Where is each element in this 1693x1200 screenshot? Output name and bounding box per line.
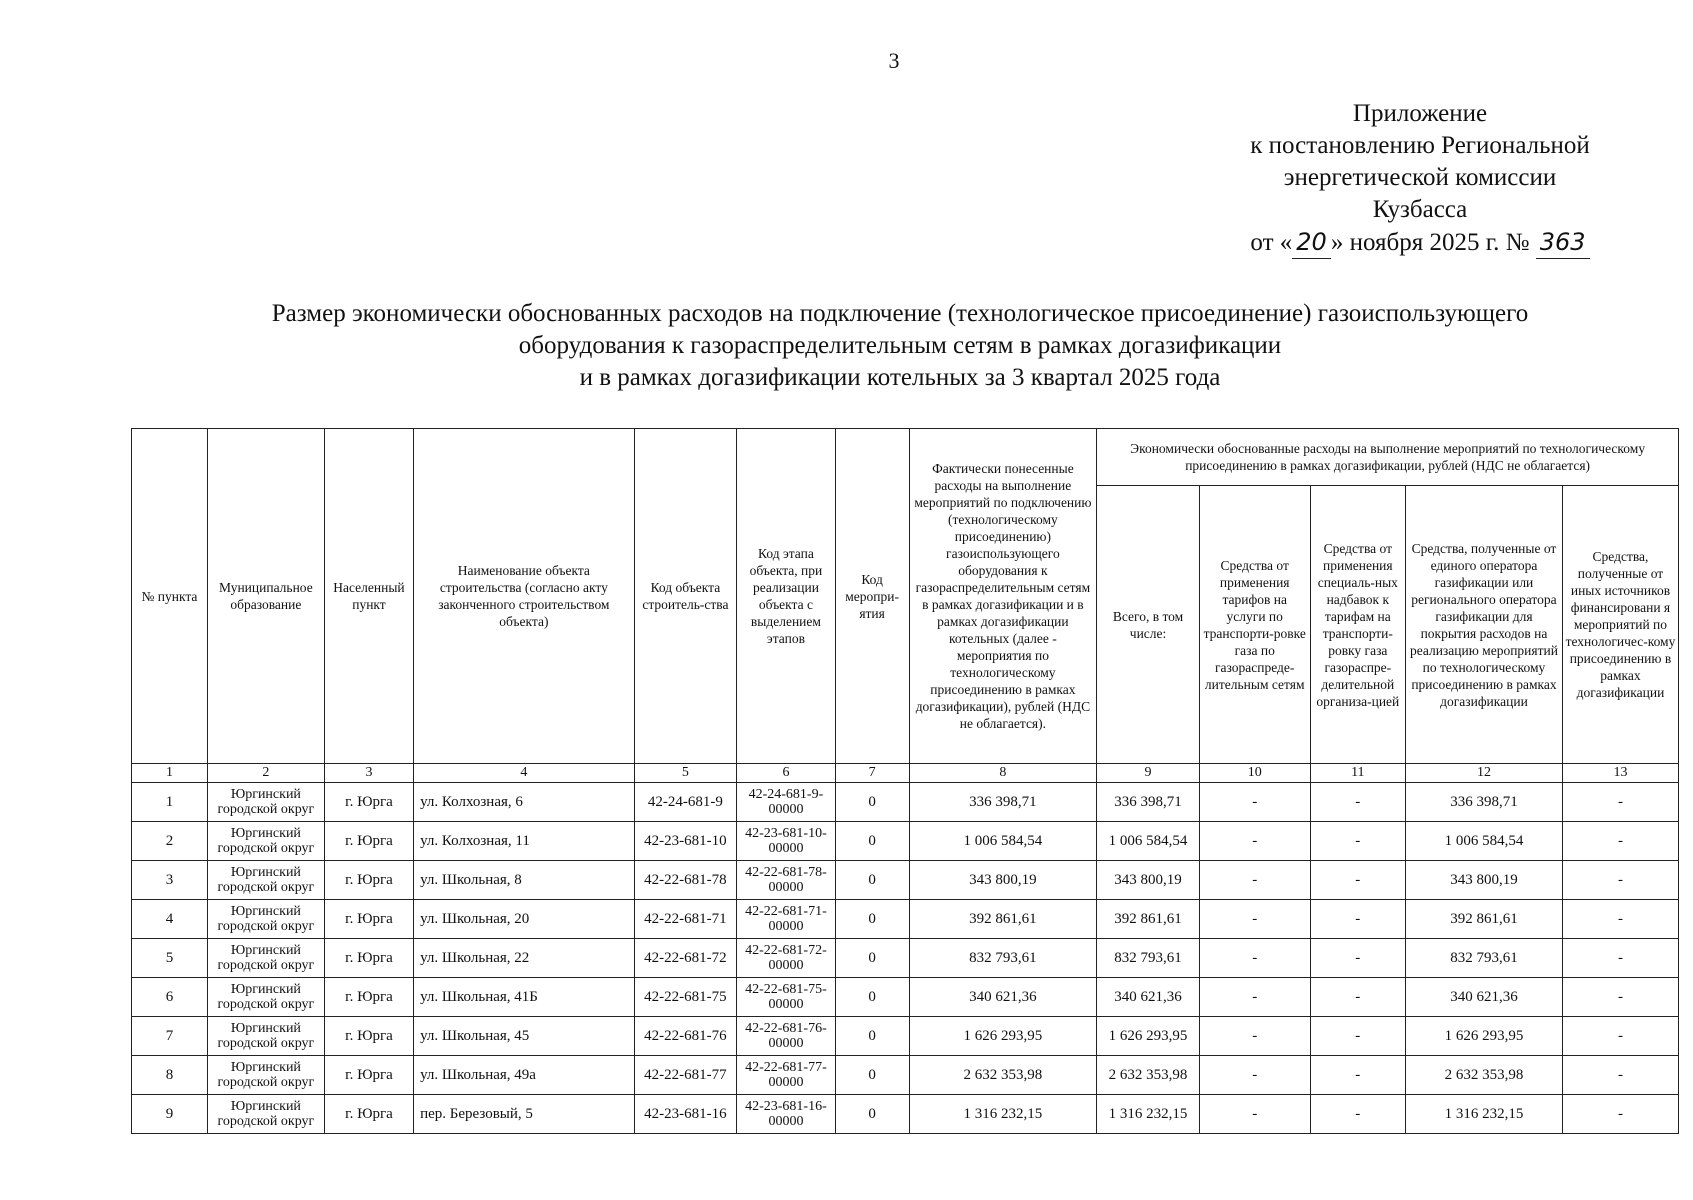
cell-settlement: г. Юрга bbox=[324, 1017, 413, 1056]
appendix-line: энергетической комиссии bbox=[1283, 164, 1557, 191]
cell-total: 832 793,61 bbox=[1097, 939, 1200, 978]
cell-total: 343 800,19 bbox=[1097, 861, 1200, 900]
table-row bbox=[132, 1095, 1679, 1134]
cell-measure-code: 0 bbox=[835, 1017, 909, 1056]
cell-tariff-funds: - bbox=[1199, 822, 1310, 861]
cell-operator-funds: 336 398,71 bbox=[1406, 783, 1563, 822]
cell-object-name: ул. Колхозная, 11 bbox=[414, 822, 635, 861]
cell-item-number: 7 bbox=[132, 1017, 208, 1056]
column-number: 10 bbox=[1199, 764, 1310, 783]
cell-total: 1 316 232,15 bbox=[1097, 1095, 1200, 1134]
cell-municipality: Юргинский городской округ bbox=[207, 1056, 324, 1095]
table-row bbox=[132, 900, 1679, 939]
cell-stage-code: 42-22-681-77-00000 bbox=[737, 1056, 835, 1095]
header-justified-expenses-group: Экономически обоснованные расходы на выполнение мероприятий по технологическому присоединению в рамках догазификации, рублей (НДС не облагается) bbox=[1097, 429, 1679, 486]
cell-settlement: г. Юрга bbox=[324, 861, 413, 900]
cell-object-name: ул. Школьная, 41Б bbox=[414, 978, 635, 1017]
table-row bbox=[132, 822, 1679, 861]
cell-actual-expenses: 1 006 584,54 bbox=[909, 822, 1097, 861]
cell-object-code: 42-22-681-71 bbox=[634, 900, 737, 939]
cell-surcharge-funds: - bbox=[1310, 783, 1405, 822]
cell-object-code: 42-23-681-16 bbox=[634, 1095, 737, 1134]
table-row bbox=[132, 978, 1679, 1017]
column-number: 3 bbox=[324, 764, 413, 783]
cell-actual-expenses: 343 800,19 bbox=[909, 861, 1097, 900]
header-total: Всего, в том числе: bbox=[1097, 486, 1200, 764]
page-number: 3 bbox=[888, 48, 900, 73]
cell-tariff-funds: - bbox=[1199, 783, 1310, 822]
header-municipality: Муниципальное образование bbox=[207, 429, 324, 764]
cell-object-name: ул. Школьная, 22 bbox=[414, 939, 635, 978]
cell-total: 1 626 293,95 bbox=[1097, 1017, 1200, 1056]
cell-other-funds: - bbox=[1562, 978, 1678, 1017]
header-settlement: Населенный пункт bbox=[324, 429, 413, 764]
cell-municipality: Юргинский городской округ bbox=[207, 1095, 324, 1134]
cell-tariff-funds: - bbox=[1199, 939, 1310, 978]
cell-actual-expenses: 1 626 293,95 bbox=[909, 1017, 1097, 1056]
cell-stage-code: 42-22-681-71-00000 bbox=[737, 900, 835, 939]
cell-measure-code: 0 bbox=[835, 939, 909, 978]
cell-actual-expenses: 336 398,71 bbox=[909, 783, 1097, 822]
cell-tariff-funds: - bbox=[1199, 900, 1310, 939]
cell-total: 392 861,61 bbox=[1097, 900, 1200, 939]
cell-other-funds: - bbox=[1562, 1017, 1678, 1056]
cell-settlement: г. Юрга bbox=[324, 939, 413, 978]
cell-object-name: ул. Школьная, 20 bbox=[414, 900, 635, 939]
cell-stage-code: 42-22-681-72-00000 bbox=[737, 939, 835, 978]
cell-other-funds: - bbox=[1562, 900, 1678, 939]
cell-measure-code: 0 bbox=[835, 900, 909, 939]
cell-other-funds: - bbox=[1562, 1056, 1678, 1095]
column-number: 4 bbox=[414, 764, 635, 783]
column-number: 12 bbox=[1406, 764, 1563, 783]
table-row bbox=[132, 939, 1679, 978]
cell-operator-funds: 1 316 232,15 bbox=[1406, 1095, 1563, 1134]
document-title bbox=[110, 298, 1690, 394]
cell-other-funds: - bbox=[1562, 783, 1678, 822]
appendix-line: к постановлению Региональной bbox=[1250, 132, 1590, 159]
column-number: 8 bbox=[909, 764, 1097, 783]
appendix-block bbox=[1180, 98, 1660, 259]
cell-measure-code: 0 bbox=[835, 978, 909, 1017]
cell-object-code: 42-22-681-78 bbox=[634, 861, 737, 900]
cell-stage-code: 42-22-681-78-00000 bbox=[737, 861, 835, 900]
column-number: 6 bbox=[737, 764, 835, 783]
cell-other-funds: - bbox=[1562, 861, 1678, 900]
cell-municipality: Юргинский городской округ bbox=[207, 1017, 324, 1056]
header-measure-code: Код меропри-ятия bbox=[835, 429, 909, 764]
cell-municipality: Юргинский городской округ bbox=[207, 978, 324, 1017]
title-line: Размер экономически обоснованных расходов на подключение (технологическое присоединение) газоиспользующего bbox=[271, 300, 1529, 327]
cell-stage-code: 42-23-681-16-00000 bbox=[737, 1095, 835, 1134]
cell-settlement: г. Юрга bbox=[324, 783, 413, 822]
cell-actual-expenses: 1 316 232,15 bbox=[909, 1095, 1097, 1134]
cell-settlement: г. Юрга bbox=[324, 1056, 413, 1095]
cell-surcharge-funds: - bbox=[1310, 900, 1405, 939]
cell-object-code: 42-22-681-72 bbox=[634, 939, 737, 978]
cell-total: 2 632 353,98 bbox=[1097, 1056, 1200, 1095]
cell-tariff-funds: - bbox=[1199, 1056, 1310, 1095]
cell-stage-code: 42-22-681-76-00000 bbox=[737, 1017, 835, 1056]
cell-measure-code: 0 bbox=[835, 1056, 909, 1095]
cell-item-number: 6 bbox=[132, 978, 208, 1017]
cell-other-funds: - bbox=[1562, 939, 1678, 978]
cell-stage-code: 42-24-681-9-00000 bbox=[737, 783, 835, 822]
cell-object-code: 42-23-681-10 bbox=[634, 822, 737, 861]
cell-object-name: ул. Школьная, 49а bbox=[414, 1056, 635, 1095]
cell-actual-expenses: 392 861,61 bbox=[909, 900, 1097, 939]
column-number: 1 bbox=[132, 764, 208, 783]
cell-item-number: 3 bbox=[132, 861, 208, 900]
cell-item-number: 1 bbox=[132, 783, 208, 822]
cell-measure-code: 0 bbox=[835, 861, 909, 900]
cell-operator-funds: 2 632 353,98 bbox=[1406, 1056, 1563, 1095]
appendix-line: Приложение bbox=[1352, 100, 1488, 127]
cell-measure-code: 0 bbox=[835, 1095, 909, 1134]
cell-object-name: ул. Школьная, 45 bbox=[414, 1017, 635, 1056]
cell-municipality: Юргинский городской округ bbox=[207, 783, 324, 822]
cell-total: 340 621,36 bbox=[1097, 978, 1200, 1017]
header-object-name: Наименование объекта строительства (согласно акту законченного строительством объекта) bbox=[414, 429, 635, 764]
cell-object-code: 42-22-681-76 bbox=[634, 1017, 737, 1056]
date-middle: » ноября 2025 г. № bbox=[1330, 229, 1530, 256]
cell-tariff-funds: - bbox=[1199, 1095, 1310, 1134]
cell-actual-expenses: 832 793,61 bbox=[909, 939, 1097, 978]
appendix-line: Кузбасса bbox=[1372, 196, 1468, 223]
cell-settlement: г. Юрга bbox=[324, 900, 413, 939]
title-line: оборудования к газораспределительным сетям в рамках догазификации bbox=[518, 332, 1282, 359]
cell-municipality: Юргинский городской округ bbox=[207, 822, 324, 861]
cell-item-number: 5 bbox=[132, 939, 208, 978]
cell-object-name: ул. Колхозная, 6 bbox=[414, 783, 635, 822]
cell-operator-funds: 1 626 293,95 bbox=[1406, 1017, 1563, 1056]
date-day-handwritten: 20 bbox=[1292, 226, 1331, 259]
column-number-row bbox=[132, 764, 1679, 783]
table-row bbox=[132, 1017, 1679, 1056]
cell-actual-expenses: 2 632 353,98 bbox=[909, 1056, 1097, 1095]
cell-object-code: 42-22-681-75 bbox=[634, 978, 737, 1017]
column-number: 7 bbox=[835, 764, 909, 783]
header-operator-funds: Средства, полученные от единого оператора газификации или регионального оператора газификации для покрытия расходов на реализацию мероприятий по технологическому присоединению в рамках догазификации bbox=[1406, 486, 1563, 764]
date-prefix: от « bbox=[1250, 229, 1293, 256]
cell-municipality: Юргинский городской округ bbox=[207, 939, 324, 978]
cell-object-name: пер. Березовый, 5 bbox=[414, 1095, 635, 1134]
cell-surcharge-funds: - bbox=[1310, 1056, 1405, 1095]
cell-surcharge-funds: - bbox=[1310, 1095, 1405, 1134]
column-number: 11 bbox=[1310, 764, 1405, 783]
cell-item-number: 9 bbox=[132, 1095, 208, 1134]
cell-total: 1 006 584,54 bbox=[1097, 822, 1200, 861]
cell-other-funds: - bbox=[1562, 822, 1678, 861]
cell-tariff-funds: - bbox=[1199, 978, 1310, 1017]
expenses-table bbox=[131, 428, 1679, 1134]
cell-stage-code: 42-23-681-10-00000 bbox=[737, 822, 835, 861]
header-tariff-funds: Средства от применения тарифов на услуги по транспорти-ровке газа по газораспреде-лительным сетям bbox=[1199, 486, 1310, 764]
cell-settlement: г. Юрга bbox=[324, 1095, 413, 1134]
cell-operator-funds: 1 006 584,54 bbox=[1406, 822, 1563, 861]
column-number: 9 bbox=[1097, 764, 1200, 783]
column-number: 13 bbox=[1562, 764, 1678, 783]
table-row bbox=[132, 861, 1679, 900]
cell-municipality: Юргинский городской округ bbox=[207, 900, 324, 939]
cell-operator-funds: 343 800,19 bbox=[1406, 861, 1563, 900]
table-row bbox=[132, 783, 1679, 822]
title-line: и в рамках догазификации котельных за 3 квартал 2025 года bbox=[579, 364, 1221, 391]
header-other-funds: Средства, полученные от иных источников финансировани я мероприятий по технологичес-кому присоединению в рамках догазификации bbox=[1562, 486, 1678, 764]
doc-number-handwritten: 363 bbox=[1536, 226, 1590, 259]
cell-surcharge-funds: - bbox=[1310, 939, 1405, 978]
cell-settlement: г. Юрга bbox=[324, 822, 413, 861]
cell-settlement: г. Юрга bbox=[324, 978, 413, 1017]
cell-tariff-funds: - bbox=[1199, 861, 1310, 900]
cell-actual-expenses: 340 621,36 bbox=[909, 978, 1097, 1017]
cell-object-code: 42-22-681-77 bbox=[634, 1056, 737, 1095]
cell-object-code: 42-24-681-9 bbox=[634, 783, 737, 822]
cell-other-funds: - bbox=[1562, 1095, 1678, 1134]
cell-operator-funds: 340 621,36 bbox=[1406, 978, 1563, 1017]
cell-surcharge-funds: - bbox=[1310, 1017, 1405, 1056]
table-row bbox=[132, 1056, 1679, 1095]
cell-municipality: Юргинский городской округ bbox=[207, 861, 324, 900]
header-object-code: Код объекта строитель-ства bbox=[634, 429, 737, 764]
cell-surcharge-funds: - bbox=[1310, 978, 1405, 1017]
header-surcharge-funds: Средства от применения специаль-ных надбавок к тарифам на транспорти-ровку газа газораспре-делительной организа-цией bbox=[1310, 486, 1405, 764]
cell-tariff-funds: - bbox=[1199, 1017, 1310, 1056]
column-number: 5 bbox=[634, 764, 737, 783]
cell-item-number: 8 bbox=[132, 1056, 208, 1095]
cell-item-number: 4 bbox=[132, 900, 208, 939]
appendix-date-line bbox=[1180, 226, 1660, 259]
header-actual-expenses: Фактически понесенные расходы на выполнение мероприятий по подключению (технологическому присоединению) газоиспользующего оборудования к газораспределительным сетям в рамках догазификации и в рамках догазификации котельных (далее - мероприятия по технологическому присоединению в рамках догазификации), рублей (НДС не облагается). bbox=[909, 429, 1097, 764]
cell-total: 336 398,71 bbox=[1097, 783, 1200, 822]
cell-measure-code: 0 bbox=[835, 783, 909, 822]
cell-operator-funds: 832 793,61 bbox=[1406, 939, 1563, 978]
cell-stage-code: 42-22-681-75-00000 bbox=[737, 978, 835, 1017]
cell-operator-funds: 392 861,61 bbox=[1406, 900, 1563, 939]
column-number: 2 bbox=[207, 764, 324, 783]
cell-surcharge-funds: - bbox=[1310, 861, 1405, 900]
cell-surcharge-funds: - bbox=[1310, 822, 1405, 861]
cell-measure-code: 0 bbox=[835, 822, 909, 861]
cell-item-number: 2 bbox=[132, 822, 208, 861]
header-item-number: № пункта bbox=[132, 429, 208, 764]
cell-object-name: ул. Школьная, 8 bbox=[414, 861, 635, 900]
header-stage-code: Код этапа объекта, при реализации объекта с выделением этапов bbox=[737, 429, 835, 764]
